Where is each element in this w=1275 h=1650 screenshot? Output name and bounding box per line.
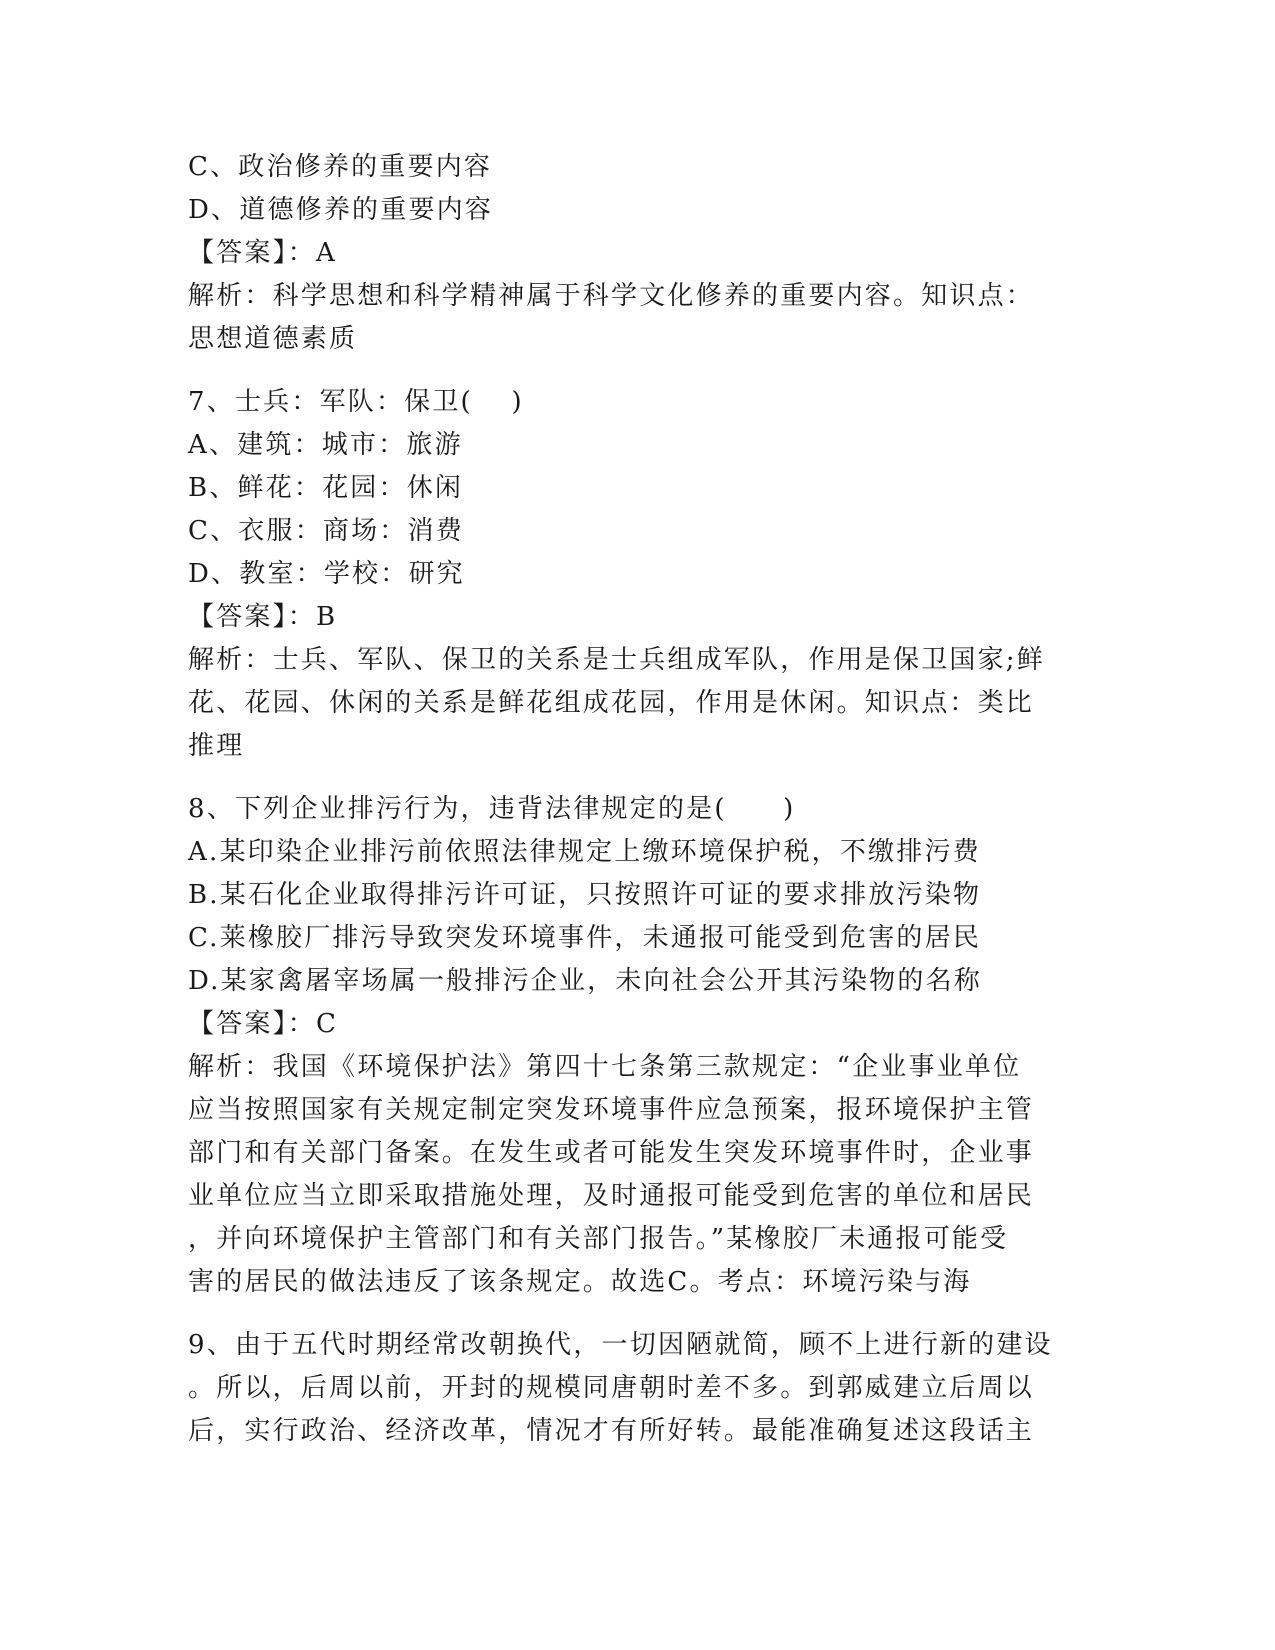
analysis-line: 思想道德素质 [188,324,358,354]
option-d: D、教室：学校：研究 [188,559,465,589]
analysis-line: 解析：科学思想和科学精神属于科学文化修养的重要内容。知识点： [188,281,1035,311]
analysis-line: 推理 [188,731,245,761]
answer: 【答案】：C [188,1009,339,1039]
analysis-line: 应当按照国家有关规定制定突发环境事件应急预案，报环境保护主管 [188,1095,1035,1125]
analysis-line: 部门和有关部门备案。在发生或者可能发生突发环境事件时，企业事 [188,1138,1035,1168]
option-a: A、建筑：城市：旅游 [188,430,463,460]
block-gap [188,361,1088,381]
question-8 [188,788,1088,1304]
question-6-tail [188,146,1088,361]
option-c: C、衣服：商场：消费 [188,516,464,546]
document-page [188,146,1088,1453]
answer: 【答案】：B [188,602,338,632]
question-stem: 7、士兵：军队：保卫( ) [188,387,524,417]
option-c: C.莱橡胶厂排污导致突发环境事件，未通报可能受到危害的居民 [188,923,982,953]
question-stem: 8、下列企业排污行为，违背法律规定的是( ) [188,794,796,824]
question-stem: 。所以，后周以前，开封的规模同唐朝时差不多。到郭威建立后周以 [188,1373,1035,1403]
question-stem: 9、由于五代时期经常改朝换代，一切因陋就简，顾不上进行新的建设 [188,1330,1053,1360]
question-9 [188,1324,1088,1453]
option-a: A.某印染企业排污前依照法律规定上缴环境保护税，不缴排污费 [188,837,981,867]
analysis-line: 花、花园、休闲的关系是鲜花组成花园，作用是休闲。知识点：类比 [188,688,1035,718]
answer: 【答案】：A [188,238,337,268]
option-c: C、政治修养的重要内容 [188,152,493,182]
option-d: D.某家禽屠宰场属一般排污企业，未向社会公开其污染物的名称 [188,966,982,996]
question-7 [188,381,1088,768]
analysis-line: 解析：士兵、军队、保卫的关系是士兵组成军队，作用是保卫国家;鲜 [188,645,1045,675]
option-b: B.某石化企业取得排污许可证，只按照许可证的要求排放污染物 [188,880,982,910]
analysis-line: 解析：我国《环境保护法》第四十七条第三款规定：“企业事业单位 [188,1052,1022,1082]
block-gap [188,768,1088,788]
block-gap [188,1304,1088,1324]
question-stem: 后，实行政治、经济改革，情况才有所好转。最能准确复述这段话主 [188,1416,1035,1446]
analysis-line: 业单位应当立即采取措施处理，及时通报可能受到危害的单位和居民 [188,1181,1035,1211]
analysis-line: 害的居民的做法违反了该条规定。故选C。考点：环境污染与海 [188,1267,972,1297]
analysis-line: ，并向环境保护主管部门和有关部门报告。”某橡胶厂未通报可能受 [188,1224,1009,1254]
option-b: B、鲜花：花园：休闲 [188,473,464,503]
option-d: D、道德修养的重要内容 [188,195,494,225]
